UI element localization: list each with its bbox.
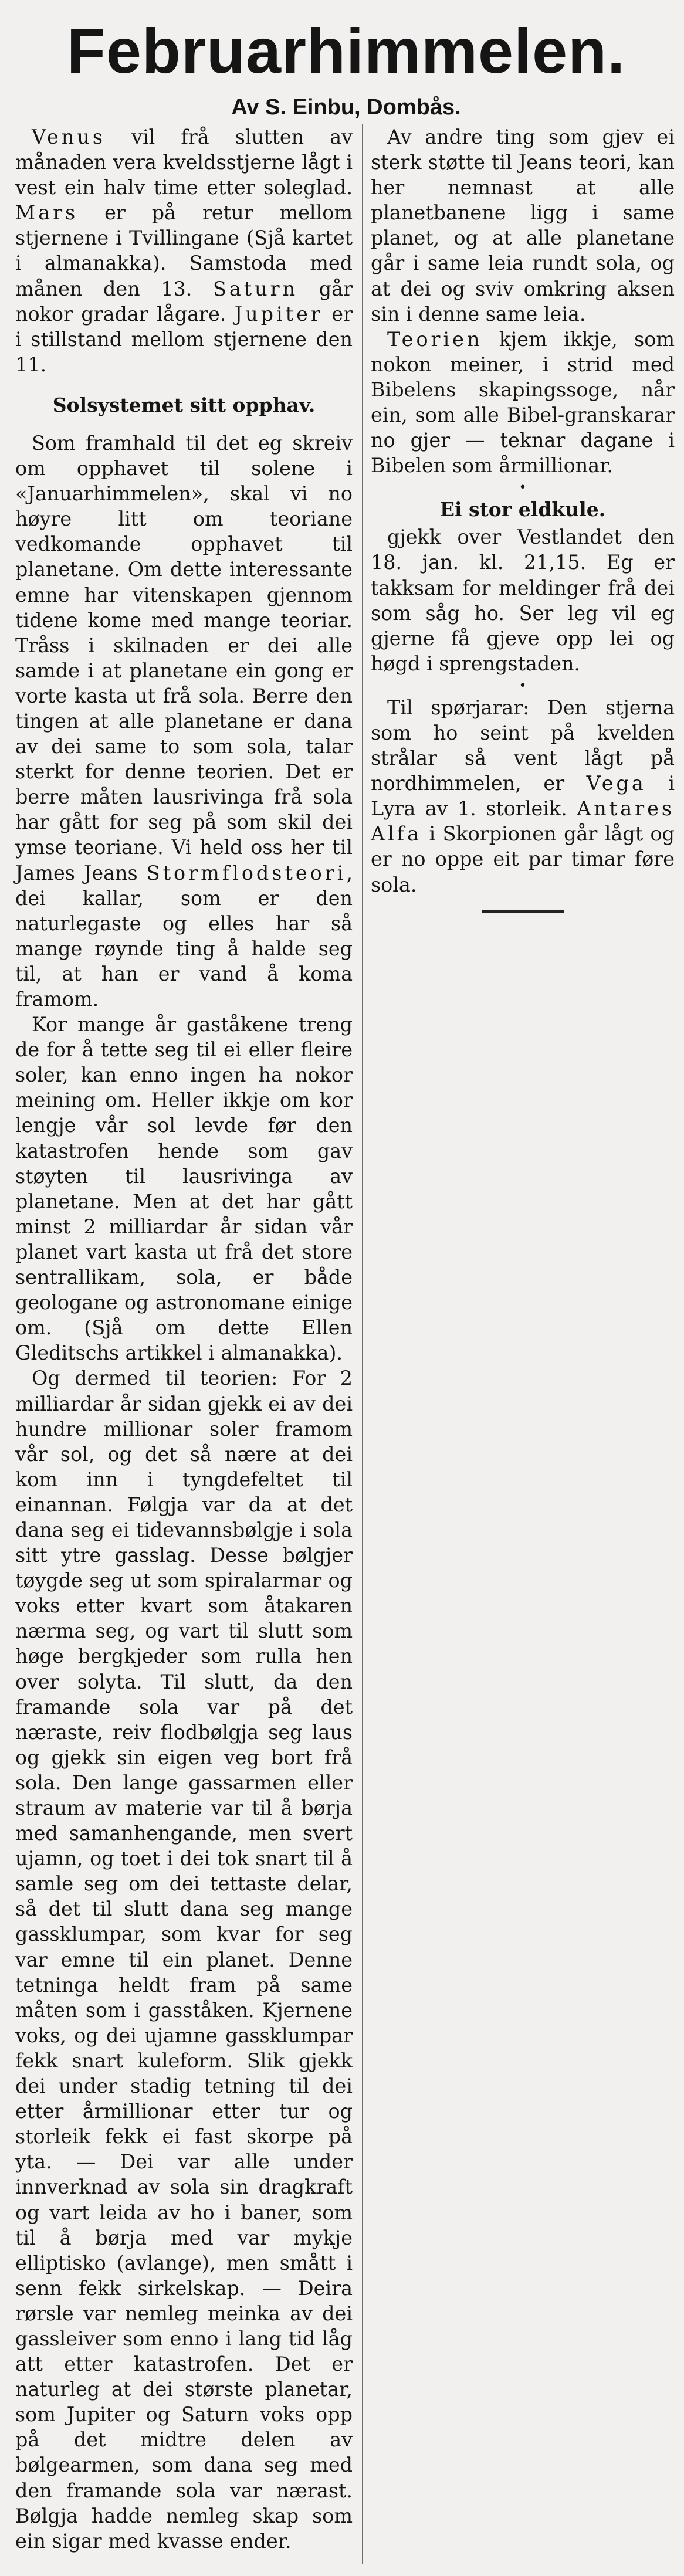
planet-saturn: Saturn bbox=[212, 277, 299, 300]
subheading-fireball: Ei stor eldkule. bbox=[439, 498, 606, 521]
theory-name: Stormflodsteori bbox=[146, 861, 347, 884]
separator-dot: • bbox=[519, 678, 527, 693]
article-title: Februarhimmelen. bbox=[66, 15, 626, 86]
paragraph-tidal-theory: Og dermed til teorien: For 2 milliardar år sidan gjekk ei av dei hundre millionar soler framom vår sol, og det så nære at dei kom inn i tyngdefeltet til einannan. Følgja var da at det dana seg ei tidevannsbølgje i sola sitt ytre gasslag. Desse bølgjer tøygde seg ut som spiralarmar og voks etter kvart som åtakaren nærma seg, og vart til slutt som høge bergkjeder som rulla hen over solyta. Til slutt, da den framande sola var på det næraste, reiv flodbølgja seg laus og gjekk sin eigen veg bort frå sola. Den lange gassarmen eller straum av materie var til å børja med samanhengande, men svert ujamn, og toet i dei tok snart til å samle seg om dei tettaste delar, så det til slutt dana seg mange gassklumpar, som kvar for seg var emne til ein planet. Denne tetninga heldt fram på same måten som i gasståken. Kjernene voks, og dei ujamne gassklumpar fekk snart kuleform. Slik gjekk dei under stadig tetning til dei etter årmillionar etter tur og storleik fekk ei fast skorpe på yta. — Dei var alle under innverknad av sola sin dragkraft og vart leida av ho i baner, som til å børja med var mykje elliptisko (avlange), men smått i senn fekk sirkelskap. — Deira rørsle var nemleg meinka av dei gassleiver som enno i lang tid låg att etter katastrofen. Det er naturleg at dei største planetar, som Jupiter og Saturn voks opp på det midtre delen av bølgearmen, som dana seg med den framande sola var nærast. Bølgja hadde nemleg skap som ein sigar med kvasse ender. bbox=[15, 1367, 353, 2553]
planet-mars: Mars bbox=[15, 201, 79, 225]
paragraph-bible: Teorien kjem ikkje, som nokon meiner, i strid med Bibelens skapingssoge, når ein, som alle Bibel-granskarar no gjer — teknar dagane i Bibelen som årmillionar. bbox=[371, 327, 675, 477]
planet-jupiter: Jupiter bbox=[234, 302, 323, 326]
paragraph-planets: Venus vil frå slutten av månaden vera kveldsstjerne lågt i vest ein halv time etter soleglad. Mars er på retur mellom stjernene i Tvillingane (Sjå kartet i almanakka). Samstoda med månen den 13. Saturn går nokor gradar lågare. Jupiter er i stillstand mellom stjernene den 11. bbox=[15, 126, 353, 376]
paragraph-theories: Som framhald til det eg skreiv om opphavet til solene i «Januarhimmelen», skal vi no høyre litt om teoriane vedkomande opphavet til planetane. Om dette interessante emne har vitenskapen gjennom tidene kome med mange teoriar. Tråss i skilnaden er dei alle samde i at planetane ein gong er vorte kasta ut frå sola. Berre den tingen at alle planetane er dana av dei same to som sola, talar sterkt for denne teorien. Det er berre måten lausrivinga frå sola har gått for seg på som skil dei ymse teoriane. Vi held oss her til James Jeans Stormflodsteori, dei kallar, som er den naturlegaste og elles har så mange røynde ting å halde seg til, at han er vand å koma framom. bbox=[15, 431, 353, 1011]
right-column bbox=[371, 124, 675, 913]
paragraph-age: Kor mange år gaståkene treng de for å tette seg til ei eller fleire soler, kan enno ingen ha nokor meining om. Heller ikkje om kor lengje vår sol levde før den katastrofen hende som gav støyten til lausrivinga av planetane. Men at det har gått minst 2 milliardar år sidan vår planet vart kasta ut frå det store sentrallikam, sola, er både geologane og astronomane einige om. (Sjå om dette Ellen Gleditschs artikkel i almanakka). bbox=[15, 1013, 353, 1365]
article-byline: Av S. Einbu, Dombås. bbox=[231, 95, 461, 120]
paragraph-readers: Til spørjarar: Den stjerna som ho seint på kvelden strålar så vent lågt på nordhimmelen, er Vega i Lyra av 1. storleik. Antares Alfa i Skorpionen går lågt og er no oppe eit par timar føre sola. bbox=[371, 696, 675, 896]
star-antares: Antares Alfa bbox=[371, 797, 675, 846]
theory-word: Teorien bbox=[387, 327, 483, 351]
end-rule bbox=[482, 910, 564, 913]
star-vega: Vega bbox=[586, 772, 646, 795]
paragraph-fireball: gjekk over Vestlandet den 18. jan. kl. 21,15. Eg er takksam for meldinger frå dei som såg ho. Ser leg vil eg gjerne få gjeve opp lei og høgd i sprengstaden. bbox=[371, 526, 675, 675]
separator-dot: • bbox=[519, 480, 527, 496]
subheading-solar-system: Solsystemet sitt opphav. bbox=[52, 393, 316, 416]
planet-venus: Venus bbox=[32, 126, 106, 148]
column-divider bbox=[362, 124, 363, 2564]
left-column bbox=[15, 124, 353, 2554]
paragraph-support: Av andre ting som gjev ei sterk støtte til Jeans teori, kan her nemnast at alle planetbanene ligg i same planet, og at alle planetane går i same leia rundt sola, og at dei og sviv omkring aksen sin i denne same leia. bbox=[371, 126, 675, 326]
